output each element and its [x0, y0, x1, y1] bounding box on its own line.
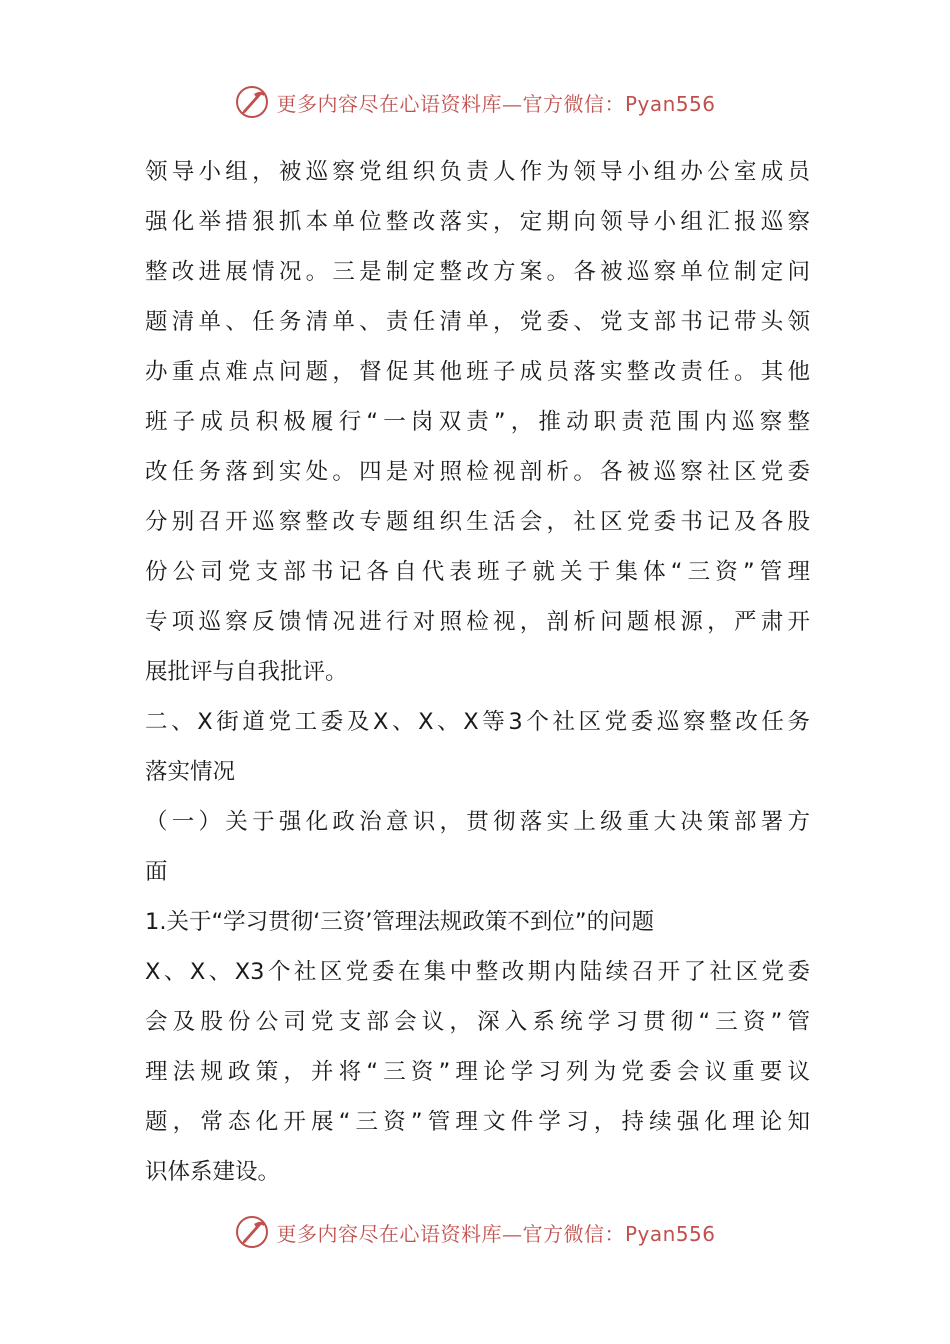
paragraph-line: 专项巡察反馈情况进行对照检视，剖析问题根源，严肃开 [145, 609, 810, 635]
paragraph-line: 领导小组，被巡察党组织负责人作为领导小组办公室成员 [145, 159, 810, 185]
paragraph-line: 分别召开巡察整改专题组织生活会，社区党委书记及各股 [145, 509, 810, 535]
paragraph-line: 改任务落到实处。四是对照检视剖析。各被巡察社区党委 [145, 459, 810, 485]
quill-logo-icon [234, 84, 270, 120]
paragraph-line: 识体系建设。 [145, 1159, 281, 1185]
paragraph-line: 整改进展情况。三是制定整改方案。各被巡察单位制定问 [145, 259, 810, 285]
banner-contact: Pyan556 [624, 1221, 716, 1246]
paragraph-line: 理法规政策，并将“三资”理论学习列为党委会议重要议 [145, 1059, 810, 1085]
item-heading-line: 1.关于“学习贯彻‘三资’管理法规政策不到位”的问题 [145, 909, 655, 935]
paragraph-line: 办重点难点问题，督促其他班子成员落实整改责任。其他 [145, 359, 810, 385]
paragraph-line: 会及股份公司党支部会议，深入系统学习贯彻“三资”管 [145, 1009, 810, 1035]
paragraph-line: 展批评与自我批评。 [145, 659, 348, 685]
header-banner [0, 82, 950, 122]
banner-text: 更多内容尽在心语资料库—官方微信：Pyan556 [276, 91, 716, 116]
section-heading-line: 二、X街道党工委及X、X、X等3个社区党委巡察整改任务 [145, 709, 810, 735]
paragraph-line: 份公司党支部书记各自代表班子就关于集体“三资”管理 [145, 559, 810, 585]
section-heading-line: 落实情况 [145, 759, 236, 785]
paragraph-line: 题清单、任务清单、责任清单，党委、党支部书记带头领 [145, 309, 810, 335]
subsection-heading-line: （一）关于强化政治意识，贯彻落实上级重大决策部署方 [145, 809, 810, 835]
quill-logo-icon [234, 1214, 270, 1250]
paragraph-line: 强化举措狠抓本单位整改落实，定期向领导小组汇报巡察 [145, 209, 810, 235]
paragraph-line: 班子成员积极履行“一岗双责”，推动职责范围内巡察整 [145, 409, 810, 435]
banner-text: 更多内容尽在心语资料库—官方微信：Pyan556 [276, 1221, 716, 1246]
paragraph-line: 题，常态化开展“三资”管理文件学习，持续强化理论知 [145, 1109, 810, 1135]
footer-banner [0, 1212, 950, 1252]
banner-contact: Pyan556 [624, 91, 716, 116]
subsection-heading-line: 面 [145, 859, 168, 885]
document-body [145, 147, 810, 1197]
paragraph-line: X、X、X3个社区党委在集中整改期内陆续召开了社区党委 [145, 959, 810, 985]
